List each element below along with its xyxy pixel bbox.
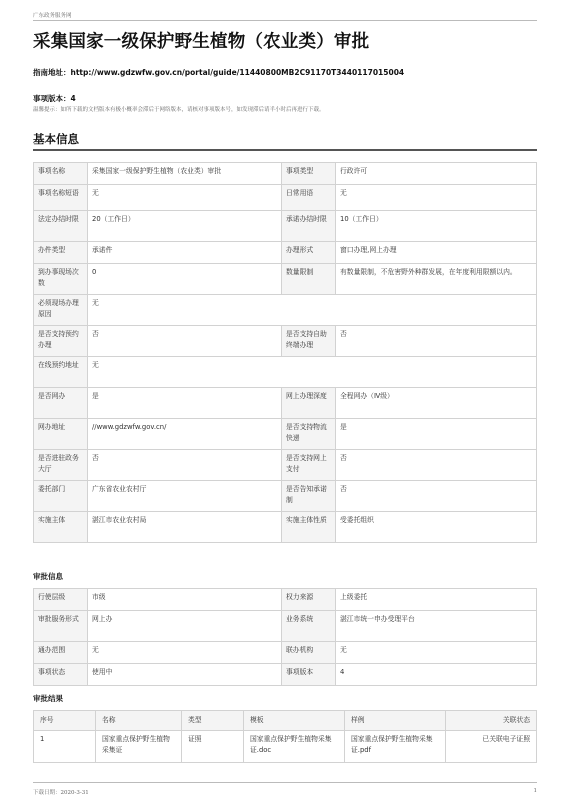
footer-divider xyxy=(33,782,537,783)
field-value: 无 xyxy=(88,185,282,211)
field-value: 上级委托 xyxy=(336,589,537,611)
field-value: 否 xyxy=(336,481,537,512)
field-label: 委托部门 xyxy=(34,481,88,512)
field-label: 事项名称 xyxy=(34,163,88,185)
column-header: 类型 xyxy=(182,711,244,731)
table-row xyxy=(34,326,537,357)
field-label: 是否进驻政务大厅 xyxy=(34,450,88,481)
table-cell[interactable]: 国家重点保护野生植物采集证.pdf xyxy=(345,731,446,763)
field-value: 承诺件 xyxy=(88,242,282,264)
field-value: 无 xyxy=(88,357,537,388)
field-label: 是否支持自助终端办理 xyxy=(282,326,336,357)
field-label: 事项类型 xyxy=(282,163,336,185)
page-number: 1 xyxy=(533,788,537,794)
field-label: 业务系统 xyxy=(282,611,336,642)
table-row xyxy=(34,419,537,450)
header-divider xyxy=(33,20,537,21)
table-row xyxy=(34,642,537,664)
section-title-approval: 审批信息 xyxy=(33,572,63,581)
section-divider xyxy=(33,149,537,151)
field-value: 湛江市农业农村局 xyxy=(88,512,282,543)
field-label: 联办机构 xyxy=(282,642,336,664)
table-row xyxy=(34,388,537,419)
section-title-basic: 基本信息 xyxy=(33,132,79,146)
site-header: 广东政务服务网 xyxy=(33,13,72,19)
field-label: 是否支持网上支付 xyxy=(282,450,336,481)
field-value: 全程网办（Ⅳ级） xyxy=(336,388,537,419)
field-value: 否 xyxy=(336,326,537,357)
table-row xyxy=(34,211,537,242)
page-title: 采集国家一级保护野生植物（农业类）审批 xyxy=(33,32,370,52)
field-label: 实施主体 xyxy=(34,512,88,543)
field-label: 实施主体性质 xyxy=(282,512,336,543)
field-label: 在线预约地址 xyxy=(34,357,88,388)
section-title-result: 审批结果 xyxy=(33,694,63,703)
field-label: 事项状态 xyxy=(34,664,88,686)
field-label: 网办地址 xyxy=(34,419,88,450)
table-cell: 国家重点保护野生植物采集证 xyxy=(96,731,182,763)
table-row xyxy=(34,242,537,264)
table-row xyxy=(34,185,537,211)
warm-tip: 温馨提示：如所下载的文档版本有极小概率会滞后于网络版本，请核对事项版本号，如发现滞后请半小时后再进行下载。 xyxy=(33,107,325,113)
field-label: 审批服务形式 xyxy=(34,611,88,642)
field-value: 否 xyxy=(336,450,537,481)
field-value: 无 xyxy=(336,185,537,211)
field-value: 受委托组织 xyxy=(336,512,537,543)
table-row xyxy=(34,163,537,185)
table-row xyxy=(34,295,537,326)
table-row xyxy=(34,611,537,642)
table-row xyxy=(34,589,537,611)
field-value: 窗口办理,网上办理 xyxy=(336,242,537,264)
table-cell: 证照 xyxy=(182,731,244,763)
table-cell[interactable]: 国家重点保护野生植物采集证.doc xyxy=(244,731,345,763)
field-label: 承诺办结时限 xyxy=(282,211,336,242)
column-header: 序号 xyxy=(34,711,96,731)
table-row xyxy=(34,264,537,295)
field-label: 是否支持预约办理 xyxy=(34,326,88,357)
item-version: 事项版本：4 xyxy=(33,94,76,103)
approval-result-table xyxy=(33,710,537,763)
field-value: 无 xyxy=(336,642,537,664)
table-cell: 1 xyxy=(34,731,96,763)
field-label: 通办范围 xyxy=(34,642,88,664)
table-row xyxy=(34,664,537,686)
field-label: 事项版本 xyxy=(282,664,336,686)
table-row xyxy=(34,481,537,512)
table-row xyxy=(34,450,537,481)
field-label: 办件类型 xyxy=(34,242,88,264)
field-label: 是否网办 xyxy=(34,388,88,419)
table-cell: 已关联电子证照 xyxy=(446,731,537,763)
field-label: 办理形式 xyxy=(282,242,336,264)
basic-info-table xyxy=(33,162,537,543)
field-value: 广东省农业农村厅 xyxy=(88,481,282,512)
field-value: 无 xyxy=(88,642,282,664)
field-label: 到办事现场次数 xyxy=(34,264,88,295)
field-value: 是 xyxy=(88,388,282,419)
column-header: 模板 xyxy=(244,711,345,731)
field-value: 0 xyxy=(88,264,282,295)
field-value: 市级 xyxy=(88,589,282,611)
field-value: 否 xyxy=(88,450,282,481)
field-value: 行政许可 xyxy=(336,163,537,185)
field-value: 是 xyxy=(336,419,537,450)
field-label: 事项名称短语 xyxy=(34,185,88,211)
field-value: 使用中 xyxy=(88,664,282,686)
field-value: 20（工作日） xyxy=(88,211,282,242)
field-value: 无 xyxy=(88,295,537,326)
column-header: 关联状态 xyxy=(446,711,537,731)
guide-address[interactable]: 指南地址：http://www.gdzwfw.gov.cn/portal/guide/11440800MB2C91170T3440117015004 xyxy=(33,68,405,77)
field-value: 湛江市统一申办受理平台 xyxy=(336,611,537,642)
field-value: //www.gdzwfw.gov.cn/ xyxy=(88,419,282,450)
field-label: 法定办结时限 xyxy=(34,211,88,242)
field-label: 数量限制 xyxy=(282,264,336,295)
approval-info-table xyxy=(33,588,537,686)
field-label: 权力来源 xyxy=(282,589,336,611)
field-value: 采集国家一级保护野生植物（农业类）审批 xyxy=(88,163,282,185)
field-label: 必须现场办理原因 xyxy=(34,295,88,326)
column-header: 样例 xyxy=(345,711,446,731)
field-value: 否 xyxy=(88,326,282,357)
download-date: 下载日期：2020-3-31 xyxy=(33,790,89,796)
table-row xyxy=(34,357,537,388)
field-value: 10（工作日） xyxy=(336,211,537,242)
field-label: 行使层级 xyxy=(34,589,88,611)
field-label: 日常用语 xyxy=(282,185,336,211)
table-row xyxy=(34,731,537,763)
field-value: 有数量限制，不危害野外种群发展，在年度利用限额以内。 xyxy=(336,264,537,295)
table-row xyxy=(34,512,537,543)
field-value: 4 xyxy=(336,664,537,686)
field-value: 网上办 xyxy=(88,611,282,642)
column-header: 名称 xyxy=(96,711,182,731)
field-label: 是否告知承诺制 xyxy=(282,481,336,512)
field-label: 网上办理深度 xyxy=(282,388,336,419)
field-label: 是否支持物流快递 xyxy=(282,419,336,450)
